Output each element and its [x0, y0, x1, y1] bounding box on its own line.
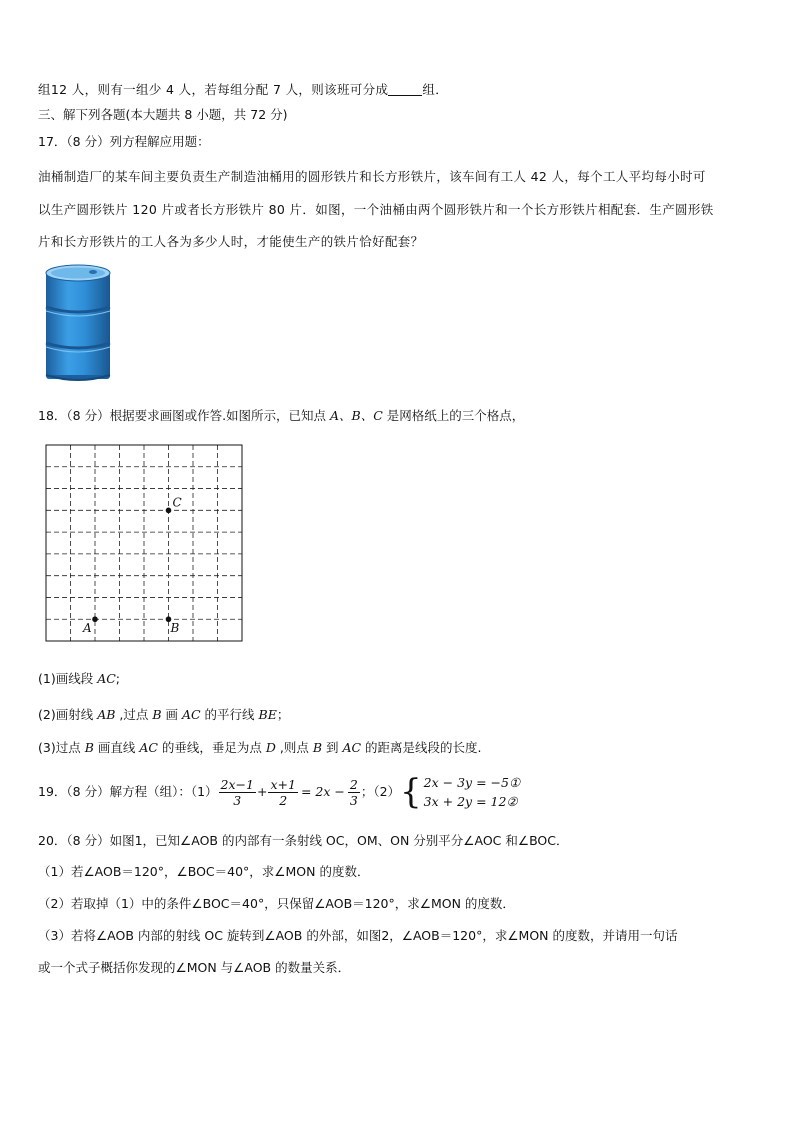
question-17-paragraph-line-2: 以生产圆形铁片 120 片或者长方形铁片 80 片．如图，一个油桶由两个圆形铁片和一个长方形铁片相配套．生产圆形铁 [38, 202, 714, 217]
question-18-part-2: (2)画射线 AB ,过点 B 画 AC 的平行线 BE； [38, 707, 290, 722]
fraction-1: $\frac{2x-1}{3}$ [220, 776, 254, 808]
question-19: 19．（8 分）解方程（组）：（1） $\frac{2x-1}{3}$ + $\frac{x+1}{2}$ = 2x − $\frac{2}{3}$ ；（2） { 2x − 3y = −5① 3x + 2y = 12② [38, 772, 521, 812]
question-20-part-1: （1）若∠AOB＝120°，∠BOC＝40°，求∠MON 的度数． [38, 864, 370, 879]
question-20-part-2: （2）若取掉（1）中的条件∠BOC＝40°，只保留∠AOB＝120°，求∠MON 的度数． [38, 896, 515, 911]
question-17-paragraph-line-1: 油桶制造厂的某车间主要负责生产制造油桶用的圆形铁片和长方形铁片，该车间有工人 42 人，每个工人平均每小时可 [38, 169, 706, 184]
left-brace: { [400, 772, 422, 812]
grid-point-label-b: B [170, 621, 180, 636]
question-18-heading: 18．（8 分）根据要求画图或作答.如图所示，已知点 A、B、C 是网格纸上的三个格点， [38, 408, 525, 423]
grid-paper-figure [45, 444, 245, 644]
continuation-text: 组12 人，则有一组少 4 人，若每组分配 7 人，则该班可分成 [38, 82, 389, 97]
system-equation-1: 2x − 3y = −5① [423, 775, 521, 790]
question-20-part-3-line-1: （3）若将∠AOB 内部的射线 OC 旋转到∠AOB 的外部，如图2，∠AOB＝120°，求∠MON 的度数，并请用一句话 [38, 928, 678, 943]
answer-blank [388, 83, 422, 96]
given-points: A、B、C [330, 408, 383, 423]
fraction-3: $\frac{2}{3}$ [349, 776, 358, 808]
question-18-part-1: (1)画线段 AC; [38, 671, 120, 686]
question-20-heading: 20．（8 分）如图1，已知∠AOB 的内部有一条射线 OC，OM、ON 分别平分∠AOC 和∠BOC． [38, 833, 569, 848]
question-17-paragraph-line-3: 片和长方形铁片的工人各为多少人时，才能使生产的铁片恰好配套？ [38, 234, 424, 249]
continuation-text-end: 组． [422, 82, 449, 97]
oil-barrel-image [43, 263, 113, 385]
question-18-part-3: (3)过点 B 画直线 AC 的垂线，垂足为点 D ,则点 B 到 AC 的距离是线段的长度. [38, 740, 482, 755]
question-17-heading: 17．（8 分）列方程解应用题： [38, 134, 210, 149]
grid-point-a [92, 616, 98, 622]
question-20-part-3-line-2: 或一个式子概括你发现的∠MON 与∠AOB 的数量关系． [38, 960, 351, 975]
system-equation-2: 3x + 2y = 12② [423, 794, 518, 809]
grid-point-c [166, 508, 172, 514]
equation-system [400, 773, 520, 811]
grid-point-label-c: C [172, 495, 182, 510]
section-three-heading: 三、解下列各题(本大题共 8 小题，共 72 分) [38, 107, 288, 122]
continuation-line [38, 82, 448, 98]
fraction-2: $\frac{x+1}{2}$ [270, 776, 296, 808]
grid-point-label-a: A [83, 621, 92, 636]
